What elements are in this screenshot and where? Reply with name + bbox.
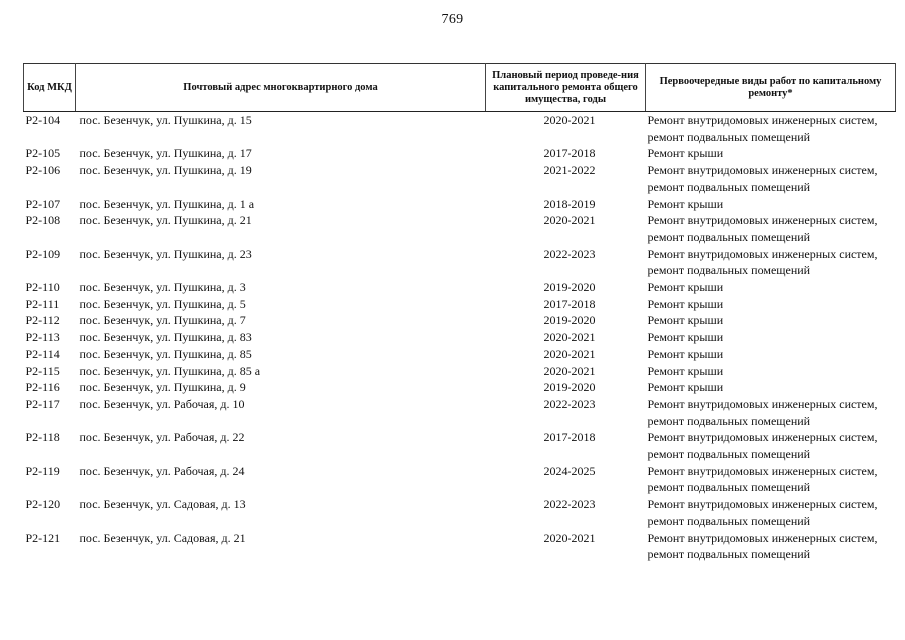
work-line: ремонт подвальных помещений — [647, 129, 811, 144]
mkd-code: Р2-106 — [25, 163, 61, 178]
mkd-code: Р2-119 — [25, 463, 60, 478]
work-line: ремонт подвальных помещений — [647, 480, 811, 495]
mkd-code: Р2-118 — [25, 430, 60, 445]
priority-works — [646, 162, 896, 195]
priority-works — [646, 246, 896, 279]
postal-address: пос. Безенчук, ул. Пушкина, д. 9 — [79, 380, 246, 395]
mkd-code: Р2-112 — [25, 313, 60, 328]
work-line: ремонт подвальных помещений — [647, 413, 811, 428]
work-line: ремонт подвальных помещений — [647, 547, 811, 562]
work-line: Ремонт крыши — [647, 196, 724, 211]
mkd-code: Р2-114 — [25, 346, 60, 361]
work-line: Ремонт крыши — [647, 280, 724, 295]
priority-works — [646, 329, 896, 346]
table-row — [24, 145, 896, 162]
mkd-code: Р2-113 — [25, 330, 60, 345]
priority-works — [646, 196, 896, 213]
table-row — [24, 396, 896, 429]
postal-address: пос. Безенчук, ул. Пушкина, д. 23 — [79, 246, 252, 261]
work-line: Ремонт внутридомовых инженерных систем, — [647, 213, 878, 228]
work-line: Ремонт крыши — [647, 346, 724, 361]
mkd-code: Р2-110 — [25, 280, 60, 295]
table-row — [24, 346, 896, 363]
work-line: Ремонт внутридомовых инженерных систем, — [647, 430, 878, 445]
repair-period: 2019-2020 — [543, 280, 596, 295]
table-row — [24, 329, 896, 346]
table-row — [24, 279, 896, 296]
mkd-code: Р2-107 — [25, 196, 61, 211]
mkd-code: Р2-116 — [25, 380, 60, 395]
table-body — [24, 112, 896, 563]
priority-works — [646, 145, 896, 162]
header-address: Почтовый адрес многоквартирного дома — [76, 64, 486, 112]
work-line: Ремонт внутридомовых инженерных систем, — [647, 246, 878, 261]
repair-period: 2017-2018 — [543, 146, 596, 161]
postal-address: пос. Безенчук, ул. Садовая, д. 13 — [79, 497, 246, 512]
priority-works — [646, 296, 896, 313]
table-row — [24, 246, 896, 279]
repair-period: 2020-2021 — [543, 346, 596, 361]
mkd-code: Р2-109 — [25, 246, 61, 261]
postal-address: пос. Безенчук, ул. Рабочая, д. 24 — [79, 463, 245, 478]
postal-address: пос. Безенчук, ул. Пушкина, д. 17 — [79, 146, 252, 161]
work-line: Ремонт крыши — [647, 313, 724, 328]
priority-works — [646, 530, 896, 563]
table-row — [24, 162, 896, 195]
repair-period: 2020-2021 — [543, 330, 596, 345]
table-row — [24, 429, 896, 462]
priority-works — [646, 279, 896, 296]
postal-address: пос. Безенчук, ул. Пушкина, д. 15 — [79, 113, 252, 127]
mkd-code: Р2-108 — [25, 213, 61, 228]
header-works: Первоочередные виды работ по капитальному ремонту* — [646, 64, 896, 112]
priority-works — [646, 363, 896, 380]
repair-period: 2022-2023 — [543, 246, 596, 261]
postal-address: пос. Безенчук, ул. Пушкина, д. 1 а — [79, 196, 255, 211]
priority-works — [646, 312, 896, 329]
work-line: Ремонт внутридомовых инженерных систем, — [647, 497, 878, 512]
priority-works — [646, 212, 896, 245]
work-line: ремонт подвальных помещений — [647, 447, 811, 462]
repair-period: 2022-2023 — [543, 396, 596, 411]
postal-address: пос. Безенчук, ул. Рабочая, д. 22 — [79, 430, 245, 445]
priority-works — [646, 429, 896, 462]
work-line: ремонт подвальных помещений — [647, 263, 811, 278]
table-row — [24, 212, 896, 245]
table-row — [24, 363, 896, 380]
priority-works — [646, 379, 896, 396]
housing-registry-table — [23, 63, 896, 563]
postal-address: пос. Безенчук, ул. Пушкина, д. 83 — [79, 330, 252, 345]
repair-period: 2019-2020 — [543, 380, 596, 395]
postal-address: пос. Безенчук, ул. Пушкина, д. 3 — [79, 280, 246, 295]
mkd-code: Р2-117 — [25, 396, 60, 411]
work-line: Ремонт крыши — [647, 146, 724, 161]
work-line: Ремонт крыши — [647, 330, 724, 345]
table-row — [24, 312, 896, 329]
repair-period: 2020-2021 — [543, 213, 596, 228]
repair-period: 2020-2021 — [543, 363, 596, 378]
postal-address: пос. Безенчук, ул. Пушкина, д. 19 — [79, 163, 252, 178]
work-line: Ремонт внутридомовых инженерных систем, — [647, 396, 878, 411]
postal-address: пос. Безенчук, ул. Пушкина, д. 85 — [79, 346, 252, 361]
work-line: ремонт подвальных помещений — [647, 513, 811, 528]
mkd-code: Р2-111 — [25, 296, 60, 311]
postal-address: пос. Безенчук, ул. Рабочая, д. 10 — [79, 396, 245, 411]
repair-period: 2017-2018 — [543, 430, 596, 445]
work-line: Ремонт внутридомовых инженерных систем, — [647, 463, 878, 478]
repair-period: 2019-2020 — [543, 313, 596, 328]
mkd-code: Р2-115 — [25, 363, 60, 378]
work-line: ремонт подвальных помещений — [647, 179, 811, 194]
repair-period: 2021-2022 — [543, 163, 596, 178]
table-row — [24, 296, 896, 313]
repair-period: 2017-2018 — [543, 296, 596, 311]
work-line: Ремонт внутридомовых инженерных систем, — [647, 113, 878, 127]
priority-works — [646, 463, 896, 496]
priority-works — [646, 346, 896, 363]
mkd-code: Р2-104 — [25, 113, 61, 127]
work-line: Ремонт крыши — [647, 380, 724, 395]
work-line: Ремонт внутридомовых инженерных систем, — [647, 530, 878, 545]
work-line: Ремонт крыши — [647, 296, 724, 311]
repair-period: 2020-2021 — [543, 530, 596, 545]
repair-period: 2022-2023 — [543, 497, 596, 512]
mkd-code: Р2-120 — [25, 497, 61, 512]
table-row — [24, 196, 896, 213]
table-row — [24, 530, 896, 563]
repair-period: 2018-2019 — [543, 196, 596, 211]
header-row — [24, 64, 896, 112]
postal-address: пос. Безенчук, ул. Садовая, д. 21 — [79, 530, 246, 545]
work-line: ремонт подвальных помещений — [647, 229, 811, 244]
work-line: Ремонт внутридомовых инженерных систем, — [647, 163, 878, 178]
priority-works — [646, 496, 896, 529]
repair-period: 2020-2021 — [543, 113, 596, 127]
priority-works — [646, 396, 896, 429]
mkd-code: Р2-121 — [25, 530, 61, 545]
mkd-code: Р2-105 — [25, 146, 61, 161]
header-period: Плановый период проведе-ния капитального ремонта общего имущества, годы — [486, 64, 646, 112]
repair-period: 2024-2025 — [543, 463, 596, 478]
table-row — [24, 112, 896, 146]
header-code: Код МКД — [24, 64, 76, 112]
table-row — [24, 496, 896, 529]
postal-address: пос. Безенчук, ул. Пушкина, д. 7 — [79, 313, 246, 328]
page-number: 769 — [441, 12, 464, 27]
postal-address: пос. Безенчук, ул. Пушкина, д. 5 — [79, 296, 246, 311]
postal-address: пос. Безенчук, ул. Пушкина, д. 85 а — [79, 363, 261, 378]
table-row — [24, 379, 896, 396]
postal-address: пос. Безенчук, ул. Пушкина, д. 21 — [79, 213, 252, 228]
table-row — [24, 463, 896, 496]
priority-works — [646, 112, 896, 146]
work-line: Ремонт крыши — [647, 363, 724, 378]
table-header — [24, 64, 896, 112]
